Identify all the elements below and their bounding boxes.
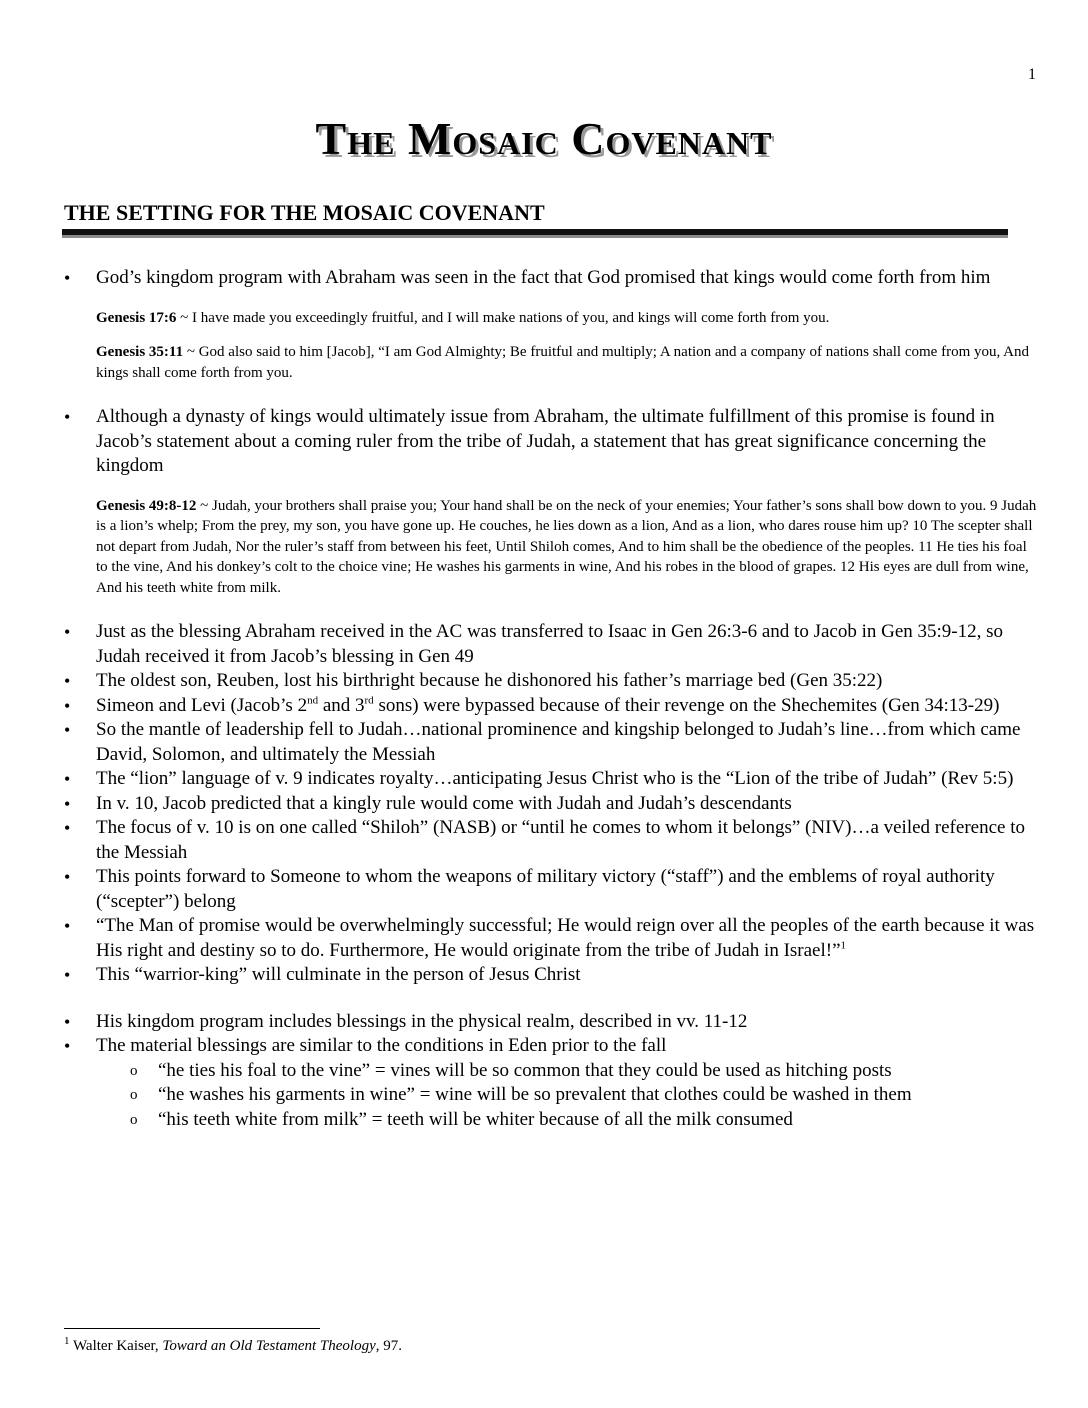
section-heading: THE SETTING FOR THE MOSAIC COVENANT [64,200,545,225]
scripture-text: ~ Judah, your brothers shall praise you; Your hand shall be on the neck of your enemies; Your father’s sons shall bow down to you. 9 Judah is a lion’s whelp; From the prey, my son, you have gone up. He couches, he lies down as a lion, And as a lion, who dares rouse him up? 10 The scepter shall not depart from Judah, Nor the ruler’s staff from between his feet, Until Shiloh comes, And to him shall be the obedience of the peoples. 11 He ties his foal to the vine, And his donkey’s colt to the choice vine; He washes his garments in wine, And his robes in the blood of grapes. 12 His eyes are dull from wine, And his teeth white from milk. [96,497,1037,596]
bullet-item: • The oldest son, Reuben, lost his birthright because he dishonored his father’s marriage bed (Gen 35:22) [62,669,1040,694]
scripture-text: ~ God also said to him [Jacob], “I am God Almighty; Be fruitful and multiply; A nation and a company of nations shall come from you, And kings shall come forth from you. [96,344,1029,381]
document-body [62,266,1040,1132]
sub-bullet-item: o “his teeth white from milk” = teeth will be whiter because of all the milk consumed [62,1108,1040,1133]
page-number: 1 [1028,66,1036,83]
scripture-quote [62,342,1040,383]
bullet-item: • In v. 10, Jacob predicted that a kingly rule would come with Judah and Judah’s descendants [62,792,1040,817]
footnote-reference[interactable]: 1 [840,939,847,952]
bullet-item: • So the mantle of leadership fell to Judah…national prominence and kingship belonged to Judah’s line…from which came David, Solomon, and ultimately the Messiah [62,718,1040,767]
bullet-item: • His kingdom program includes blessings in the physical realm, described in vv. 11-12 [62,1010,1040,1035]
page-title: The Mosaic Covenant [315,113,773,164]
bullet-item: • The “lion” language of v. 9 indicates royalty…anticipating Jesus Christ who is the “Lion of the tribe of Judah” (Rev 5:5) [62,767,1040,792]
scripture-quote [62,496,1040,599]
scripture-reference: Genesis 49:8-12 [96,497,197,514]
bullet-item: • Just as the blessing Abraham received in the AC was transferred to Isaac in Gen 26:3-6 and to Jacob in Gen 35:9-12, so Judah received it from Jacob’s blessing in Gen 49 [62,620,1040,669]
scripture-quote [62,308,1040,329]
scripture-reference: Genesis 17:6 [96,309,177,326]
bullet-item: • Although a dynasty of kings would ultimately issue from Abraham, the ultimate fulfillment of this promise is found in Jacob’s statement about a coming ruler from the tribe of Judah, a statement that has great significance concerning the kingdom [62,405,1040,479]
bullet-item: • The focus of v. 10 is on one called “Shiloh” (NASB) or “until he comes to whom it belongs” (NIV)…a veiled reference to the Messiah [62,816,1040,865]
scripture-text: ~ I have made you exceedingly fruitful, and I will make nations of you, and kings will come forth from you. [176,309,830,326]
bullet-item: • This “warrior-king” will culminate in the person of Jesus Christ [62,963,1040,988]
footnote: $^1$ Walter Kaiser, Toward an Old Testament Theology, 97. [64,1335,403,1354]
sub-bullet-item: o “he washes his garments in wine” = wine will be so prevalent that clothes could be washed in them [62,1083,1040,1108]
bullet-item: • “The Man of promise would be overwhelmingly successful; He would reign over all the peoples of the earth because it was His right and destiny so to do. Furthermore, He would originate from the tribe of Judah in Israel!”$^1$ [62,914,1040,963]
bullet-item: • God’s kingdom program with Abraham was seen in the fact that God promised that kings would come forth from him [62,266,1040,291]
bullet-item: • This points forward to Someone to whom the weapons of military victory (“staff”) and the emblems of royal authority (“scepter”) belong [62,865,1040,914]
bullet-item: • The material blessings are similar to the conditions in Eden prior to the fall [62,1034,1040,1059]
heading-rule [62,229,1008,238]
sub-bullet-item: o “he ties his foal to the vine” = vines will be so common that they could be used as hitching posts [62,1059,1040,1084]
footnote-divider [64,1328,320,1329]
scripture-reference: Genesis 35:11 [96,344,184,360]
bullet-item: • Simeon and Levi (Jacob’s 2nd and 3rd sons) were bypassed because of their revenge on the Shechemites (Gen 34:13-29) [62,694,1040,719]
